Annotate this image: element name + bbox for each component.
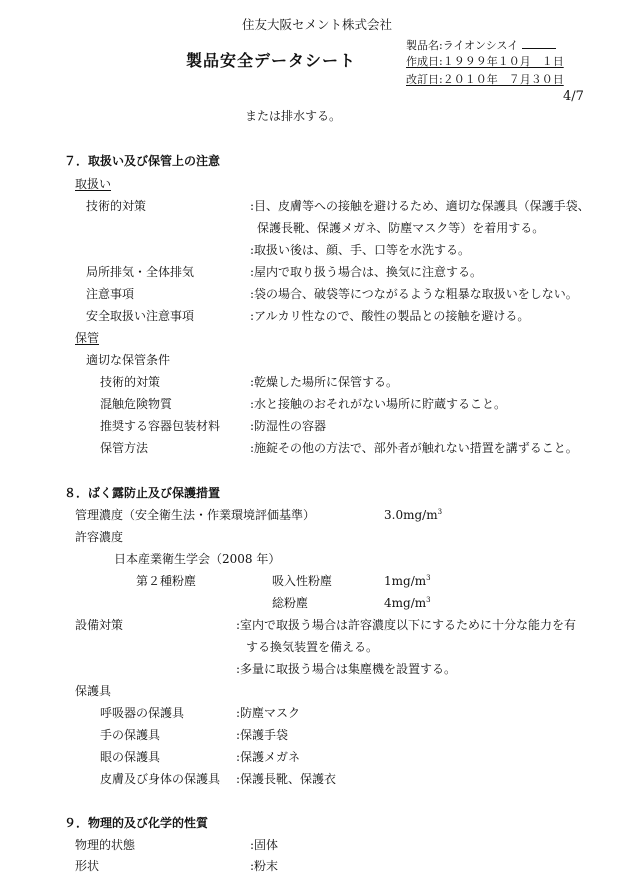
page-number: 4/7 xyxy=(563,89,584,104)
control-value-text: 3.0mg/m xyxy=(384,508,438,522)
storage-technical-text: :乾燥した場所に保管する。 xyxy=(250,375,399,389)
section-8-heading: ８．ばく露防止及び保護措置 xyxy=(64,486,221,500)
total-value-unit-sup: 3 xyxy=(426,596,431,604)
storage-label: 保管 xyxy=(75,331,100,345)
physical-state-label: 物理的状態 xyxy=(75,838,136,852)
storage-technical-label: 技術的対策 xyxy=(100,375,161,389)
dust-class-label: 第２種粉塵 xyxy=(136,574,197,588)
section-7-heading: ７．取扱い及び保管上の注意 xyxy=(64,154,221,168)
equipment-text-1: :室内で取扱う場合は許容濃度以下にするために十分な能力を有 xyxy=(236,618,577,632)
incompatible-text: :水と接触のおそれがない場所に貯蔵すること。 xyxy=(250,397,507,411)
created-date: 作成日:１９９９年１０月 １日 xyxy=(406,55,564,68)
respirable-dust-label: 吸入性粉塵 xyxy=(272,574,333,588)
safe-handling-label: 安全取扱い注意事項 xyxy=(86,309,195,323)
control-concentration-label: 管理濃度（安全衛生法・作業環境評価基準） xyxy=(75,508,316,522)
container-label: 推奨する容器包装材料 xyxy=(100,419,221,433)
hand-ppe-label: 手の保護具 xyxy=(100,728,161,742)
eye-ppe-text: :保護メガネ xyxy=(236,750,301,764)
technical-measures-text-2: 保護長靴、保護メガネ、防塵マスク等）を着用する。 xyxy=(257,221,545,235)
hand-ppe-text: :保護手袋 xyxy=(236,728,289,742)
storage-method-text: :施錠その他の方法で、部外者が触れない措置を講ずること。 xyxy=(250,441,578,455)
shape-text: :粉末 xyxy=(250,859,279,873)
exhaust-label: 局所排気・全体排気 xyxy=(86,265,195,279)
total-dust-value xyxy=(384,597,431,610)
incompatible-label: 混触危険物質 xyxy=(100,397,173,411)
technical-measures-text-3: :取扱い後は、顔、手、口等を水洗する。 xyxy=(250,243,471,257)
eye-ppe-label: 眼の保護具 xyxy=(100,750,161,764)
physical-state-text: :固体 xyxy=(250,838,279,852)
technical-measures-text-1: :目、皮膚等への接触を避けるため、適切な保護具（保護手袋、 xyxy=(250,199,590,213)
respirable-value-unit-sup: 3 xyxy=(426,574,431,582)
allowable-concentration-label: 許容濃度 xyxy=(75,530,124,544)
product-name xyxy=(406,38,556,52)
exhaust-text: :屋内で取り扱う場合は、換気に注意する。 xyxy=(250,265,483,279)
product-name-underline xyxy=(522,38,556,49)
respirable-dust-value xyxy=(384,575,431,588)
safe-handling-text: :アルカリ性なので、酸性の製品との接触を避ける。 xyxy=(250,309,530,323)
skin-ppe-label: 皮膚及び身体の保護具 xyxy=(100,772,221,786)
respiratory-ppe-label: 呼吸器の保護具 xyxy=(100,706,185,720)
revised-date: 改訂日:２０１０年 ７月３０日 xyxy=(406,73,564,86)
caution-label: 注意事項 xyxy=(86,287,135,301)
section-9-heading: ９．物理的及び化学的性質 xyxy=(64,816,209,830)
total-value-text: 4mg/m xyxy=(384,596,427,610)
container-text: :防湿性の容器 xyxy=(250,419,327,433)
total-dust-label: 総粉塵 xyxy=(272,596,309,610)
storage-conditions-label: 適切な保管条件 xyxy=(86,353,171,367)
equipment-text-3: :多量に取扱う場合は集塵機を設置する。 xyxy=(236,662,457,676)
shape-label: 形状 xyxy=(75,859,100,873)
ppe-label: 保護具 xyxy=(75,684,112,698)
storage-method-label: 保管方法 xyxy=(100,441,149,455)
respiratory-ppe-text: :防塵マスク xyxy=(236,706,301,720)
handling-label: 取扱い xyxy=(75,177,112,191)
document-title: 製品安全データシート xyxy=(186,51,357,70)
technical-measures-label: 技術的対策 xyxy=(86,199,147,213)
equipment-text-2: する換気装置を備える。 xyxy=(246,640,379,654)
caution-text: :袋の場合、破袋等につながるような粗暴な取扱いをしない。 xyxy=(250,287,578,301)
company-name: 住友大阪セメント株式会社 xyxy=(242,17,393,32)
product-name-text: 製品名:ライオンシスイ xyxy=(406,39,519,52)
respirable-value-text: 1mg/m xyxy=(384,574,427,588)
control-value-unit-sup: 3 xyxy=(437,508,443,516)
carryover-text: または排水する。 xyxy=(245,109,342,123)
society-label: 日本産業衛生学会（2008 年） xyxy=(114,552,281,566)
equipment-label: 設備対策 xyxy=(75,618,124,632)
skin-ppe-text: :保護長靴、保護衣 xyxy=(236,772,337,786)
control-concentration-value xyxy=(384,509,442,522)
